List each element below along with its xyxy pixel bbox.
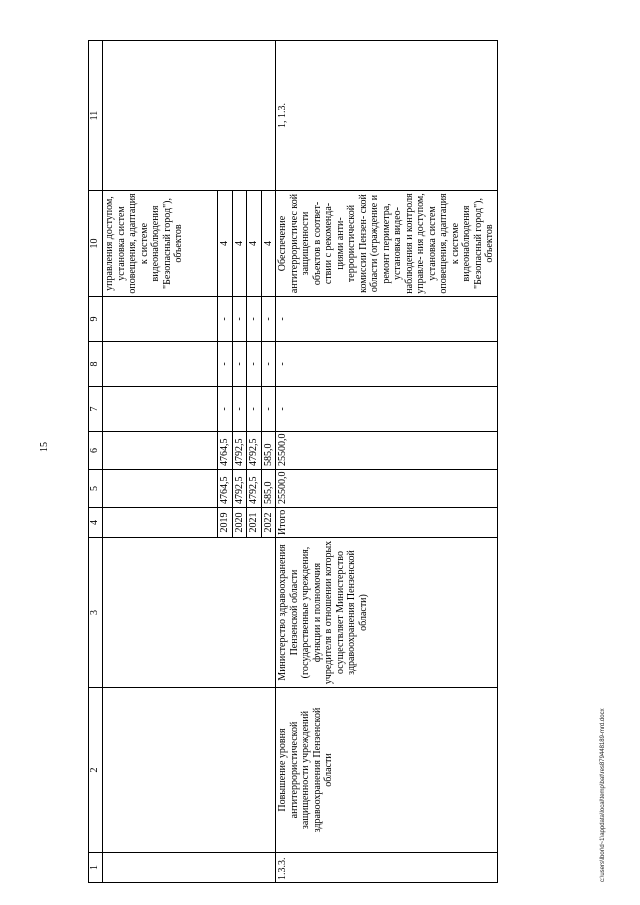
item-row (276, 41, 498, 883)
header-cell: 7 (89, 387, 103, 432)
header-cell: 10 (89, 191, 103, 297)
item-name: Повышение уровня антитеррористической защищенности учреждений здравоохранения Пензенской области (276, 688, 498, 853)
header-cell: 3 (89, 538, 103, 688)
value-cell: - (276, 297, 498, 342)
header-cell: 8 (89, 342, 103, 387)
header-cell: 6 (89, 432, 103, 470)
value-cell: - (232, 387, 247, 432)
value-cell: - (218, 387, 233, 432)
value-cell: - (232, 342, 247, 387)
value-cell: - (232, 297, 247, 342)
year-cell: Итого (276, 508, 498, 538)
value-cell: 585,0 (261, 470, 276, 508)
value-cell: 4764,5 (218, 470, 233, 508)
value-cell: - (247, 387, 262, 432)
item-executor: Министерство здравоохранения Пензенской области (государственные учреждения, функции и полномочия учредителя в отношении которых осуществляет Министерство здравоохранения Пензенской области) (276, 538, 498, 688)
value-cell: 4 (247, 191, 262, 297)
value-cell: - (261, 297, 276, 342)
value-cell: - (218, 297, 233, 342)
value-cell: - (247, 297, 262, 342)
item-indicator: 1, 1.3. (276, 41, 498, 191)
value-cell: - (276, 342, 498, 387)
header-row (89, 41, 103, 883)
value-cell: 585,0 (261, 432, 276, 470)
value-cell: 25500,0 (276, 432, 498, 470)
continuation-text: управления доступом, установка систем оповещения, адаптация к системе видеонаблюдения "Безопасный город"), объектов (103, 191, 218, 297)
header-cell: 4 (89, 508, 103, 538)
value-cell: 4 (261, 191, 276, 297)
header-cell: 9 (89, 297, 103, 342)
year-cell: 2021 (247, 508, 262, 538)
header-cell: 5 (89, 470, 103, 508)
page-number: 15 (39, 442, 50, 452)
value-cell: - (247, 342, 262, 387)
year-cell: 2020 (232, 508, 247, 538)
value-cell: - (261, 387, 276, 432)
value-cell: 4792,5 (247, 432, 262, 470)
header-cell: 11 (89, 41, 103, 191)
item-number: 1.3.3. (276, 853, 498, 883)
year-cell: 2022 (261, 508, 276, 538)
value-cell: 4764,5 (218, 432, 233, 470)
continuation-row (103, 41, 218, 883)
program-table (88, 40, 498, 883)
value-cell: 4792,5 (247, 470, 262, 508)
year-cell: 2019 (218, 508, 233, 538)
item-result: Обеспечение антитеррористичес кой защищенности объектов в соответ- ствии с рекоменда- циями анти- террористической комиссии Пензен- ской области (ограждение и ремонт периметра, установка видео- наблюдения и контроля управле- ния доступом, установка систем оповещения, адаптация к системе видеонаблюдения "Безопасный город"), объектов (276, 191, 498, 297)
value-cell: 4 (218, 191, 233, 297)
table-frame (88, 41, 606, 883)
value-cell: 4792,5 (232, 432, 247, 470)
file-path-footer: c:\users\lbor\d~1\appdata\local\temp\bat\res879448189-mrd.docx (600, 708, 606, 882)
value-cell: 4 (232, 191, 247, 297)
header-cell: 2 (89, 688, 103, 853)
value-cell: - (218, 342, 233, 387)
header-cell: 1 (89, 853, 103, 883)
value-cell: - (276, 387, 498, 432)
value-cell: 25500,0 (276, 470, 498, 508)
value-cell: - (261, 342, 276, 387)
value-cell: 4792,5 (232, 470, 247, 508)
